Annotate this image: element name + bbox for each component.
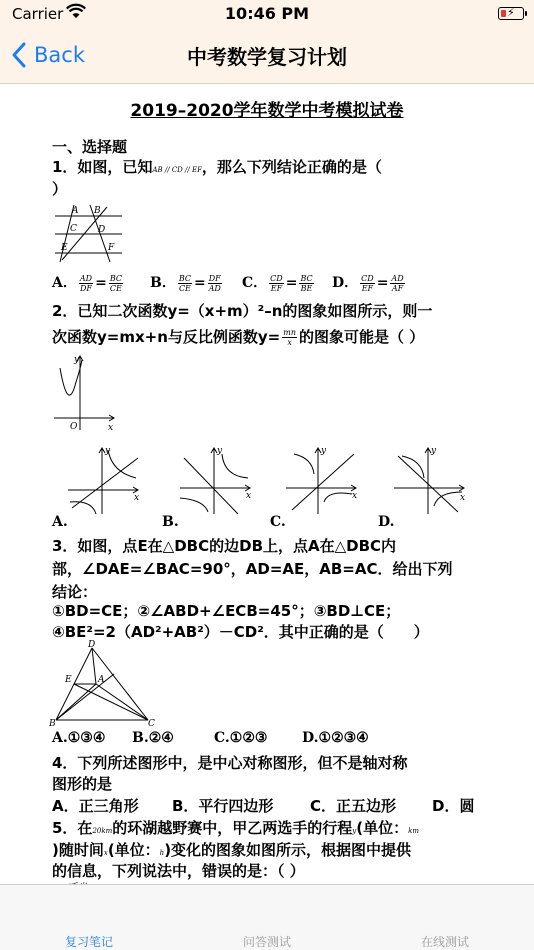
question-3-line-5: ④BE²=2（AD²+AB²）－CD²．其中正确的是（ ） (52, 623, 429, 641)
question-3-answer-b: B.②④ (132, 730, 174, 746)
question-2-option-d-graph (392, 444, 468, 516)
battery-icon: ⚡ (498, 7, 524, 20)
question-2-option-c: C. (270, 514, 286, 530)
fig-label: F (108, 243, 115, 253)
svg-text:x: x (134, 493, 140, 503)
svg-text:E: E (65, 675, 72, 685)
question-1-figure (52, 202, 126, 264)
svg-text:D: D (88, 640, 96, 650)
fig-label: A (72, 206, 79, 216)
question-3-triangle-figure (48, 640, 158, 728)
tab-online-test[interactable]: 在线测试 (420, 935, 469, 949)
question-2-line-1: 2．已知二次函数y=（x+m）²–n的图象如图所示，则一 (52, 302, 433, 320)
question-1-option-a: A． $\frac{AD}{DF}$ = $\frac{BC}{CE}$ (52, 273, 122, 293)
question-4-line-2: 图形的是 (52, 775, 113, 793)
svg-text:x: x (108, 423, 114, 433)
question-1-option-c: C． $\frac{CD}{EF}$ = $\frac{BC}{BE}$ (242, 273, 313, 293)
fig-label: D (98, 225, 106, 235)
question-1-option-b: B． $\frac{BC}{CE}$ = $\frac{DF}{AD}$ (150, 273, 221, 293)
question-2-option-a: A. (52, 514, 68, 530)
svg-text:y: y (321, 446, 327, 456)
question-5-line-1: 5．在20km的环湖越野赛中，甲乙两选手的行程y(单位：km (52, 819, 419, 837)
question-2-option-b: B. (162, 514, 179, 530)
svg-text:x: x (246, 491, 252, 501)
document-view[interactable] (0, 84, 534, 884)
back-label: Back (34, 43, 85, 67)
question-4-answer-d: D．圆 (432, 797, 475, 815)
svg-text:y: y (431, 446, 437, 456)
question-5-line-3: 的信息，下列说法中，错误的是：（ ） (52, 862, 305, 880)
tab-review-notes[interactable]: 复习笔记 (64, 935, 113, 949)
svg-text:x: x (460, 493, 466, 503)
question-4-answer-b: B．平行四边形 (172, 797, 274, 815)
question-3-answer-a: A.①③④ (52, 730, 106, 746)
question-4-answer-a: A．正三角形 (52, 797, 139, 815)
question-3-line-4: ①BD=CE；②∠ABD+∠ECB=45°；③BD⊥CE； (52, 602, 401, 620)
question-2-option-b-graph (178, 444, 254, 516)
question-3-line-2: 部，∠DAE=∠BAC=90°，AD=AE，AB=AC．给出下列 (52, 560, 453, 578)
exam-title: 2019–2020学年数学中考模拟试卷 (130, 101, 404, 121)
question-1-close: ） (52, 180, 68, 198)
question-2-option-c-graph (284, 444, 360, 516)
svg-text:x: x (352, 491, 358, 501)
question-2-option-d: D. (378, 514, 395, 530)
page-title: 中考数学复习计划 (187, 45, 347, 69)
svg-text:y: y (74, 355, 80, 365)
svg-text:C: C (148, 719, 155, 729)
tab-bar (0, 884, 534, 950)
svg-text:A: A (98, 675, 105, 685)
tab-qa-test[interactable]: 问答测试 (242, 935, 291, 949)
navigation-bar (0, 28, 534, 84)
question-3-line-1: 3．如图，点E在△DBC的边DB上，点A在△DBC内 (52, 537, 397, 555)
fig-label: E (61, 243, 68, 253)
question-3-answer-d: D.①②③④ (302, 730, 369, 746)
question-2-line-2: 次函数y=mx+n与反比例函数y= $\frac{mn}{x}$ 的图象可能是（ ） (52, 328, 425, 347)
question-1-text: 1．如图，已知AB // CD // EF，那么下列结论正确的是（ (52, 158, 382, 176)
svg-text:B: B (49, 719, 56, 729)
fig-label: C (70, 224, 77, 234)
question-2-parabola-figure (52, 352, 118, 432)
svg-text:y: y (105, 446, 111, 456)
status-time: 10:46 PM (224, 4, 310, 23)
question-4-answer-c: C．正五边形 (310, 797, 397, 815)
carrier-label: Carrier (12, 5, 64, 23)
top-bar (0, 0, 534, 84)
status-bar (0, 0, 534, 28)
fig-label: B (94, 206, 101, 216)
question-5-line-2: )随时间x(单位：h)变化的图象如图所示，根据图中提供 (52, 841, 412, 859)
svg-text:y: y (217, 446, 223, 456)
question-3-line-3: 结论： (52, 583, 98, 601)
question-2-option-a-graph (66, 444, 142, 516)
svg-text:O: O (70, 422, 78, 432)
question-4-line-1: 4．下列所述图形中，是中心对称图形，但不是轴对称 (52, 754, 408, 772)
question-1-option-d: D． $\frac{CD}{EF}$ = $\frac{AD}{AF}$ (332, 273, 404, 293)
question-3-answer-c: C.①②③ (214, 730, 268, 746)
section-heading: 一、选择题 (52, 138, 128, 156)
